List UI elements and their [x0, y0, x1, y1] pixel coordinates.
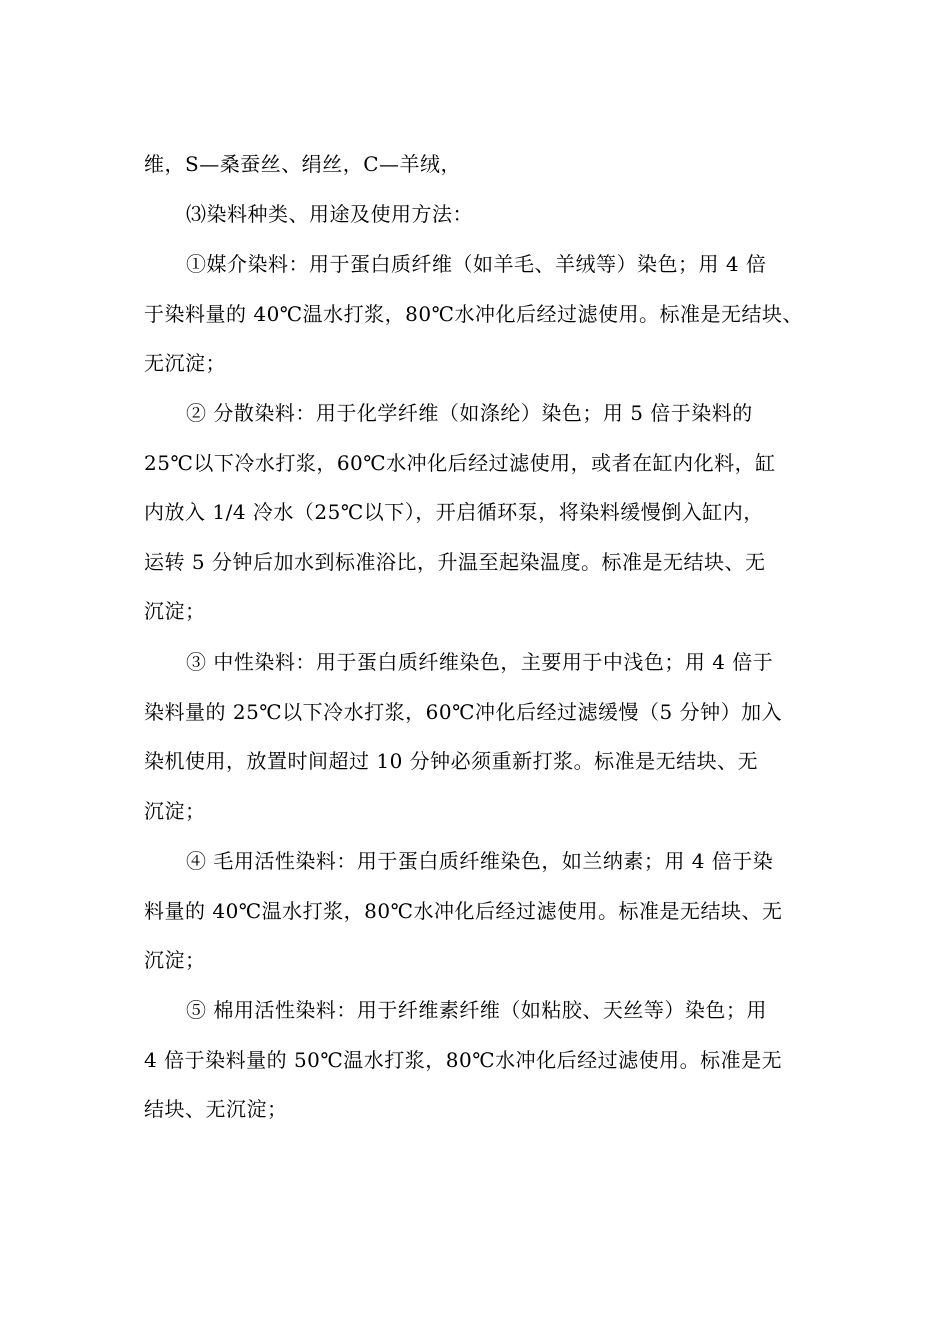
text-line: 染料量的 25℃以下冷水打浆，60℃冲化后经过滤缓慢（5 分钟）加入	[144, 700, 783, 724]
text-line: 沉淀；	[144, 799, 206, 823]
text-line: 无沉淀；	[144, 351, 226, 375]
text-line: 4 倍于染料量的 50℃温水打浆，80℃水冲化后经过滤使用。标准是无	[144, 1048, 783, 1072]
text-line: 结块、无沉淀；	[144, 1097, 288, 1121]
text-line: 于染料量的 40℃温水打浆，80℃水冲化后经过滤使用。标准是无结块、	[144, 302, 804, 326]
text-line: 沉淀；	[144, 948, 206, 972]
text-line: ③ 中性染料：用于蛋白质纤维染色，主要用于中浅色；用 4 倍于	[186, 650, 774, 674]
text-line: ⑤ 棉用活性染料：用于纤维素纤维（如粘胶、天丝等）染色；用	[186, 998, 767, 1022]
section-heading: ⑶染料种类、用途及使用方法：	[186, 202, 473, 226]
text-line: ①媒介染料：用于蛋白质纤维（如羊毛、羊绒等）染色；用 4 倍	[186, 252, 767, 276]
text-line: ④ 毛用活性染料：用于蛋白质纤维染色，如兰纳素；用 4 倍于染	[186, 849, 774, 873]
text-line: 内放入 1/4 冷水（25℃以下），开启循环泵，将染料缓慢倒入缸内，	[144, 500, 764, 524]
text-line: 沉淀；	[144, 599, 206, 623]
text-line: 料量的 40℃温水打浆，80℃水冲化后经过滤使用。标准是无结块、无	[144, 899, 783, 923]
text-line: 25℃以下冷水打浆，60℃水冲化后经过滤使用，或者在缸内化料，缸	[144, 451, 776, 475]
text-line: ② 分散染料：用于化学纤维（如涤纶）染色；用 5 倍于染料的	[186, 401, 753, 425]
text-line: 运转 5 分钟后加水到标准浴比，升温至起染温度。标准是无结块、无	[144, 550, 766, 574]
text-line: 维，S—桑蚕丝、绢丝，C—羊绒，	[144, 152, 462, 176]
text-line: 染机使用，放置时间超过 10 分钟必须重新打浆。标准是无结块、无	[144, 749, 759, 773]
